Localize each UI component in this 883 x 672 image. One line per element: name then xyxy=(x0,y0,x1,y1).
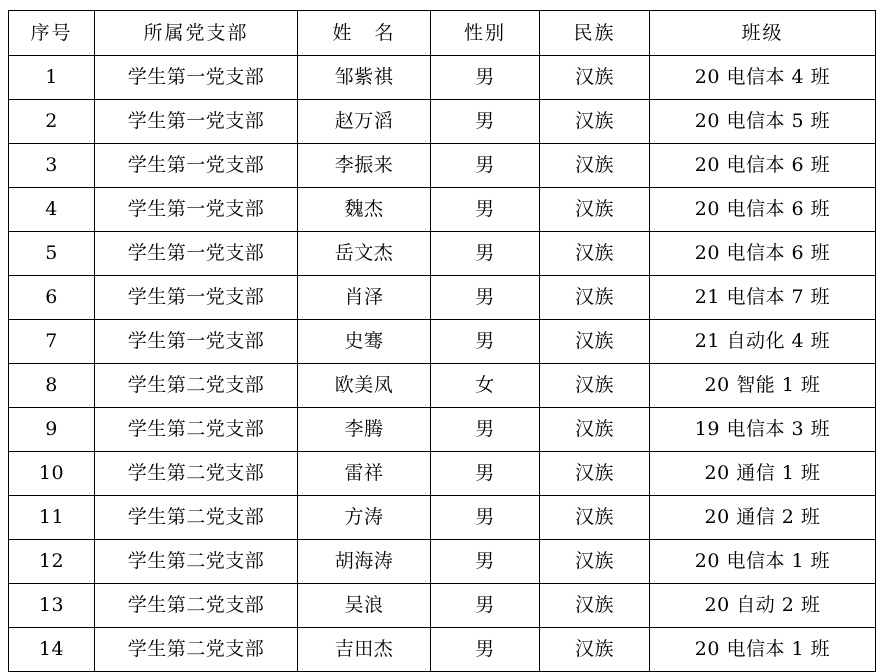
cell-name: 肖泽 xyxy=(298,276,431,320)
cell-branch: 学生第一党支部 xyxy=(95,144,298,188)
cell-ethnic: 汉族 xyxy=(540,144,650,188)
cell-name: 魏杰 xyxy=(298,188,431,232)
table-row xyxy=(9,100,876,144)
cell-class: 20 电信本 1 班 xyxy=(650,540,876,584)
table-row xyxy=(9,320,876,364)
cell-gender: 男 xyxy=(431,100,540,144)
cell-gender: 男 xyxy=(431,540,540,584)
table-row xyxy=(9,56,876,100)
cell-index: 3 xyxy=(9,144,95,188)
cell-class: 20 电信本 5 班 xyxy=(650,100,876,144)
cell-gender: 男 xyxy=(431,408,540,452)
table-row xyxy=(9,540,876,584)
cell-name: 吴浪 xyxy=(298,584,431,628)
cell-ethnic: 汉族 xyxy=(540,452,650,496)
cell-gender: 男 xyxy=(431,188,540,232)
cell-ethnic: 汉族 xyxy=(540,408,650,452)
cell-index: 2 xyxy=(9,100,95,144)
cell-branch: 学生第二党支部 xyxy=(95,496,298,540)
cell-name: 李腾 xyxy=(298,408,431,452)
cell-class: 20 自动 2 班 xyxy=(650,584,876,628)
cell-ethnic: 汉族 xyxy=(540,188,650,232)
cell-branch: 学生第一党支部 xyxy=(95,188,298,232)
cell-ethnic: 汉族 xyxy=(540,232,650,276)
cell-name: 赵万滔 xyxy=(298,100,431,144)
cell-branch: 学生第一党支部 xyxy=(95,100,298,144)
cell-index: 12 xyxy=(9,540,95,584)
cell-index: 11 xyxy=(9,496,95,540)
cell-branch: 学生第一党支部 xyxy=(95,276,298,320)
cell-ethnic: 汉族 xyxy=(540,628,650,672)
cell-class: 20 通信 2 班 xyxy=(650,496,876,540)
cell-index: 8 xyxy=(9,364,95,408)
cell-branch: 学生第一党支部 xyxy=(95,56,298,100)
cell-name: 邹紫祺 xyxy=(298,56,431,100)
table-row xyxy=(9,188,876,232)
cell-gender: 男 xyxy=(431,584,540,628)
table-row xyxy=(9,584,876,628)
cell-name: 方涛 xyxy=(298,496,431,540)
cell-index: 14 xyxy=(9,628,95,672)
cell-class: 20 通信 1 班 xyxy=(650,452,876,496)
cell-gender: 男 xyxy=(431,628,540,672)
cell-name: 吉田杰 xyxy=(298,628,431,672)
cell-gender: 男 xyxy=(431,320,540,364)
cell-ethnic: 汉族 xyxy=(540,56,650,100)
cell-name: 欧美凤 xyxy=(298,364,431,408)
cell-index: 6 xyxy=(9,276,95,320)
table-row xyxy=(9,232,876,276)
table-row xyxy=(9,276,876,320)
cell-class: 20 电信本 6 班 xyxy=(650,188,876,232)
cell-index: 7 xyxy=(9,320,95,364)
cell-gender: 女 xyxy=(431,364,540,408)
cell-class: 21 电信本 7 班 xyxy=(650,276,876,320)
table-row xyxy=(9,496,876,540)
cell-gender: 男 xyxy=(431,276,540,320)
cell-branch: 学生第二党支部 xyxy=(95,540,298,584)
cell-ethnic: 汉族 xyxy=(540,496,650,540)
cell-class: 20 电信本 4 班 xyxy=(650,56,876,100)
cell-index: 4 xyxy=(9,188,95,232)
party-member-roster-table xyxy=(8,10,876,672)
cell-class: 20 智能 1 班 xyxy=(650,364,876,408)
table-body xyxy=(9,56,876,672)
cell-class: 19 电信本 3 班 xyxy=(650,408,876,452)
cell-class: 21 自动化 4 班 xyxy=(650,320,876,364)
column-header-gender: 性别 xyxy=(431,11,540,56)
cell-index: 5 xyxy=(9,232,95,276)
cell-branch: 学生第一党支部 xyxy=(95,320,298,364)
table-row xyxy=(9,408,876,452)
cell-index: 1 xyxy=(9,56,95,100)
cell-branch: 学生第一党支部 xyxy=(95,232,298,276)
cell-class: 20 电信本 6 班 xyxy=(650,232,876,276)
cell-gender: 男 xyxy=(431,496,540,540)
cell-gender: 男 xyxy=(431,144,540,188)
table-row xyxy=(9,452,876,496)
cell-branch: 学生第二党支部 xyxy=(95,452,298,496)
table-row xyxy=(9,144,876,188)
cell-ethnic: 汉族 xyxy=(540,276,650,320)
cell-ethnic: 汉族 xyxy=(540,540,650,584)
column-header-class: 班级 xyxy=(650,11,876,56)
table-row xyxy=(9,364,876,408)
cell-index: 9 xyxy=(9,408,95,452)
cell-name: 李振来 xyxy=(298,144,431,188)
cell-name: 岳文杰 xyxy=(298,232,431,276)
cell-name: 雷祥 xyxy=(298,452,431,496)
cell-index: 13 xyxy=(9,584,95,628)
cell-gender: 男 xyxy=(431,232,540,276)
cell-ethnic: 汉族 xyxy=(540,364,650,408)
column-header-name: 姓 名 xyxy=(298,11,431,56)
cell-class: 20 电信本 6 班 xyxy=(650,144,876,188)
cell-branch: 学生第二党支部 xyxy=(95,364,298,408)
cell-name: 史骞 xyxy=(298,320,431,364)
column-header-branch: 所属党支部 xyxy=(95,11,298,56)
table-header-row xyxy=(9,11,876,56)
column-header-ethnic: 民族 xyxy=(540,11,650,56)
cell-branch: 学生第二党支部 xyxy=(95,408,298,452)
cell-ethnic: 汉族 xyxy=(540,320,650,364)
cell-class: 20 电信本 1 班 xyxy=(650,628,876,672)
cell-gender: 男 xyxy=(431,56,540,100)
cell-name: 胡海涛 xyxy=(298,540,431,584)
table-header xyxy=(9,11,876,56)
cell-index: 10 xyxy=(9,452,95,496)
cell-branch: 学生第二党支部 xyxy=(95,584,298,628)
cell-branch: 学生第二党支部 xyxy=(95,628,298,672)
cell-gender: 男 xyxy=(431,452,540,496)
cell-ethnic: 汉族 xyxy=(540,100,650,144)
cell-ethnic: 汉族 xyxy=(540,584,650,628)
column-header-index: 序号 xyxy=(9,11,95,56)
